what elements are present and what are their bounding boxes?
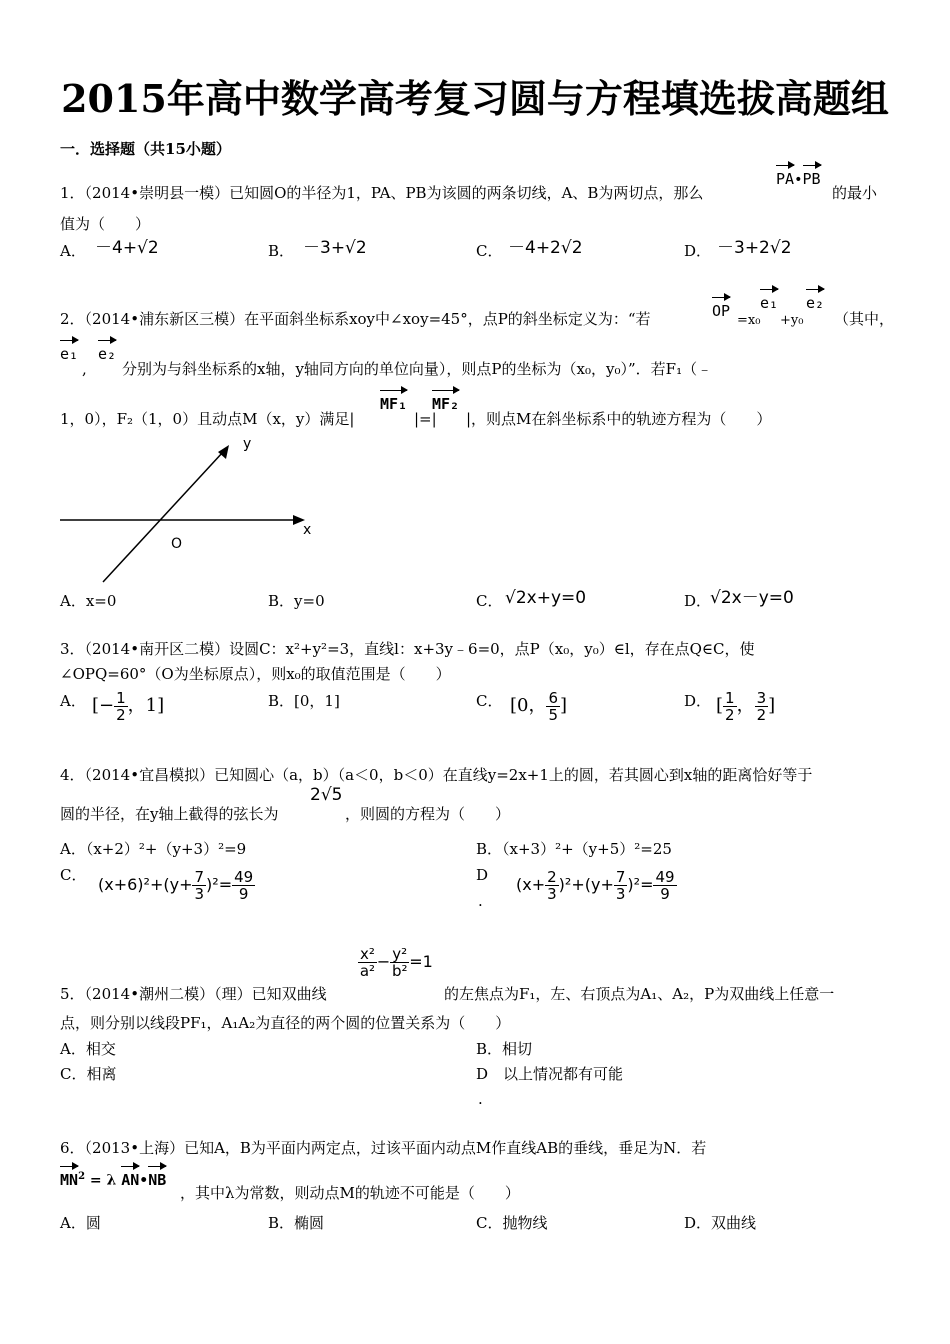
q5-option-d-dot: . — [478, 1090, 483, 1108]
q3-option-c-label: C． — [476, 692, 503, 710]
page-title: 2015年高中数学高考复习圆与方程填选拔高题组 — [61, 76, 889, 121]
q2-y0: +y₀ — [780, 313, 804, 328]
q6-option-a: A．圆 — [60, 1214, 101, 1232]
q5-stem-2: 点，则分别以线段PF₁，A₁A₂为直径的两个圆的位置关系为（ ） — [60, 1014, 511, 1032]
q1-stem: 1．（2014•崇明县一模）已知圆O的半径为1，PA、PB为该圆的两条切线，A、B为两切点，那么 — [60, 184, 704, 202]
oblique-axes-figure — [55, 430, 325, 590]
q4-option-d-label: D — [476, 866, 489, 884]
q1-option-a-value: －4+√2 — [95, 238, 159, 258]
q6-stem-2: ，其中λ为常数，则动点M的轨迹不可能是（ ） — [180, 1184, 520, 1202]
q1-option-b-label: B． — [268, 242, 295, 260]
vector-nb: NB — [148, 1170, 167, 1189]
q3-option-d-label: D． — [684, 692, 712, 710]
q4-option-d-value: (x+ $\frac{2}{3}$ )²+(y+ $\frac{7}{3}$ )²= $\frac{49}{9}$ — [516, 868, 675, 903]
q2-option-d-label: D． — [684, 592, 712, 610]
q2-comma: , — [82, 360, 87, 378]
q4-option-b: B．（x+3）²+（y+5）²=25 — [476, 840, 672, 858]
q2-option-c-value: √2x+y=0 — [505, 588, 587, 608]
vector-e2: e₂ — [806, 294, 825, 312]
q2-stem-3b: |=| — [414, 410, 437, 428]
q2-option-a: A．x=0 — [60, 592, 117, 610]
vector-mf1: MF₁ — [380, 395, 408, 413]
q1-vector-product: PA•PB — [776, 170, 821, 188]
q1-option-b-value: －3+√2 — [303, 238, 367, 258]
x-axis-label: x — [303, 522, 312, 538]
q3-option-d-value: [ $\frac{1}{2}$ ， $\frac{3}{2}$ ] — [716, 688, 776, 724]
vector-pb: PB — [802, 170, 821, 188]
y-axis-label: y — [243, 436, 252, 452]
vector-mf2: MF₂ — [432, 395, 460, 413]
q4-option-c-value: (x+6)²+(y+ $\frac{7}{3}$ )²= $\frac{49}{9}$ — [98, 868, 254, 903]
section-heading: 一．选择题（共15小题） — [60, 140, 231, 158]
q5-option-b: B．相切 — [476, 1040, 533, 1058]
q3-stem-2: ∠OPQ=60°（O为坐标原点），则x₀的取值范围是（ ） — [60, 665, 451, 683]
q5-stem: 5．（2014•潮州二模）（理）已知双曲线 — [60, 985, 327, 1003]
vector-pa: PA — [776, 170, 795, 188]
q1-option-a-label: A． — [60, 242, 86, 260]
q2-stem-3a: 1，0），F₂（1，0）且动点M（x，y）满足| — [60, 410, 355, 428]
q2-option-d-value: √2x－y=0 — [710, 588, 794, 608]
q3-option-c-value: [0， $\frac{6}{5}$ ] — [510, 688, 568, 724]
vector-an: AN — [121, 1170, 140, 1189]
q2-stem: 2．（2014•浦东新区三模）在平面斜坐标系xoy中∠xoy=45°，点P的斜坐标定义为：“若 — [60, 310, 651, 328]
q4-option-c-label: C． — [60, 866, 87, 884]
q2-option-b: B．y=0 — [268, 592, 325, 610]
q2-x0: =x₀ — [737, 313, 761, 328]
y-axis-arrow — [218, 445, 229, 459]
q4-stem-2-end: ，则圆的方程为（ ） — [345, 805, 511, 823]
q2-stem-3c: |，则点M在斜坐标系中的轨迹方程为（ ） — [466, 410, 772, 428]
q4-option-d-dot: . — [478, 892, 483, 910]
q5-option-d: D 以上情况都有可能 — [476, 1065, 624, 1083]
q3-option-a-label: A． — [60, 692, 86, 710]
vector-op: OP — [712, 302, 731, 320]
q1-stem-end: 的最小 — [832, 184, 878, 202]
q1-option-c-value: －4+2√2 — [508, 238, 583, 258]
q4-stem: 4．（2014•宜昌模拟）已知圆心（a，b）（a＜0，b＜0）在直线y=2x+1上的圆，若其圆心到x轴的距离恰好等于 — [60, 766, 813, 784]
q3-option-a-value: [− $\frac{1}{2}$ ，1] — [92, 688, 165, 724]
q5-stem-end: 的左焦点为F₁，左、右顶点为A₁、A₂，P为双曲线上任意一 — [444, 985, 835, 1003]
q3-stem: 3．（2014•南开区二模）设圆C：x²+y²=3，直线l：x+3y﹣6=0，点P（x₀，y₀）∈l，存在点Q∈C，使 — [60, 640, 755, 658]
q5-option-c: C．相离 — [60, 1065, 117, 1083]
q3-option-b: B．[0，1] — [268, 692, 340, 710]
q2-stem-end: （其中， — [834, 310, 895, 328]
vector-e1: e₁ — [760, 294, 779, 312]
q4-option-a: A．（x+2）²+（y+3）²=9 — [60, 840, 247, 858]
q1-option-d-label: D． — [684, 242, 712, 260]
origin-label: O — [171, 536, 183, 552]
q2-option-c-label: C． — [476, 592, 503, 610]
vector-mn: MN — [60, 1170, 79, 1189]
q6-option-d: D．双曲线 — [684, 1214, 757, 1232]
q6-option-c: C．抛物线 — [476, 1214, 548, 1232]
q4-stem-2: 圆的半径，在y轴上截得的弦长为 — [60, 805, 279, 823]
q2-stem-2: 分别为与斜坐标系的x轴，y轴同方向的单位向量），则点P的坐标为（x₀，y₀）”．若F₁（﹣ — [122, 360, 713, 378]
q4-chord-length: 2√5 — [310, 785, 343, 805]
q6-stem: 6．（2013•上海）已知A，B为平面内两定点，过该平面内动点M作直线AB的垂线，垂足为N．若 — [60, 1139, 707, 1157]
q5-hyperbola-equation: $\frac{\text{x²}}{\text{a²}}$ − $\frac{\text{y²}}{\text{b²}}$ =1 — [359, 945, 433, 980]
q1-option-c-label: C． — [476, 242, 503, 260]
q1-stem-2: 值为（ ） — [60, 215, 151, 233]
q6-condition: $MN^2 = \lambda$ AN•NB — [60, 1170, 167, 1189]
y-axis — [103, 452, 223, 582]
vector-e2-b: e₂ — [98, 345, 117, 363]
q1-option-d-value: －3+2√2 — [717, 238, 792, 258]
q6-option-b: B．椭圆 — [268, 1214, 325, 1232]
q5-option-a: A．相交 — [60, 1040, 116, 1058]
vector-e1-b: e₁ — [60, 345, 79, 363]
